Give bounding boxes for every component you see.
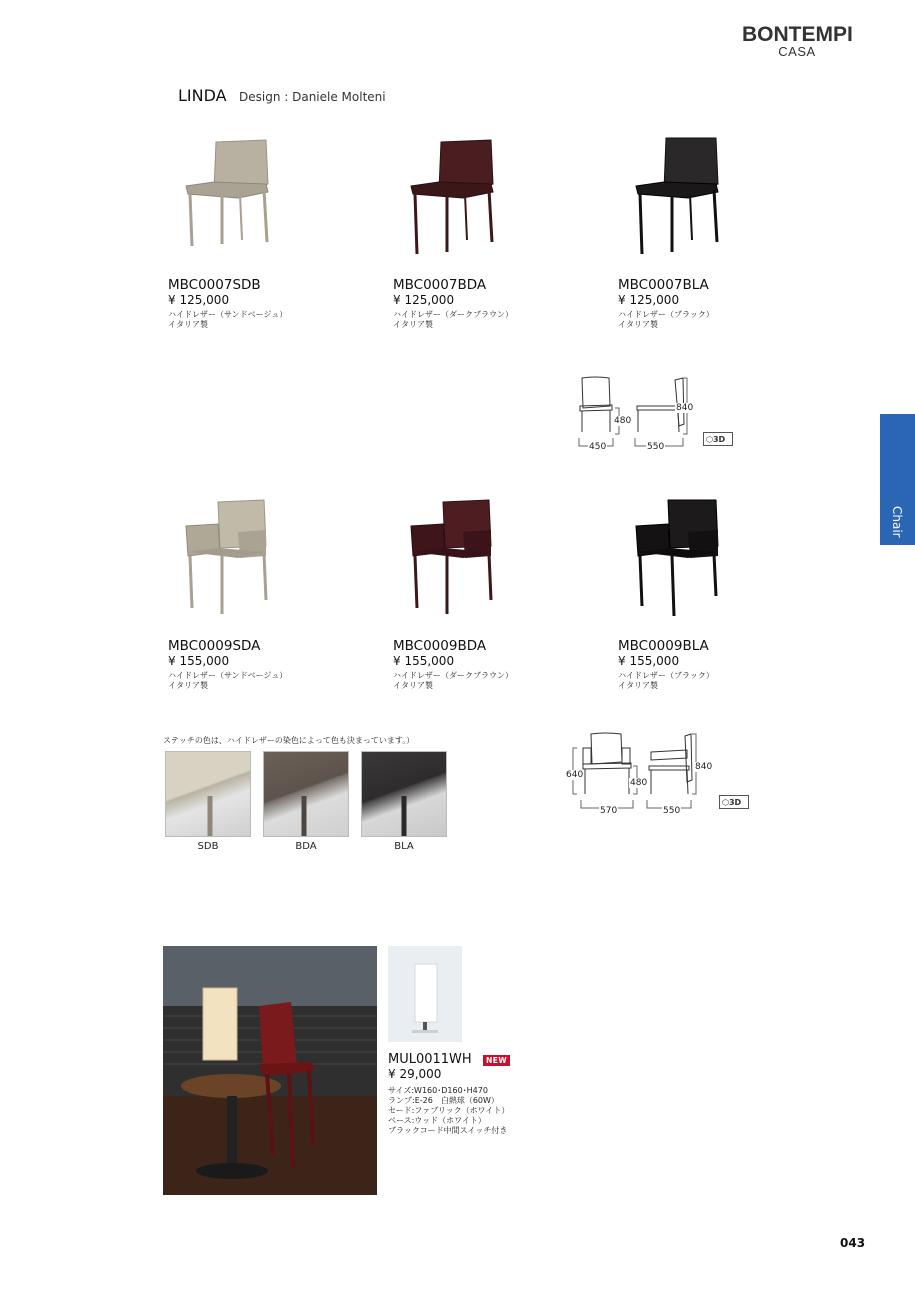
chair-image-bda xyxy=(403,136,503,256)
new-badge: NEW xyxy=(483,1055,510,1066)
product-card-mbc0007bda[interactable] xyxy=(393,278,593,330)
product-code: MBC0009SDA xyxy=(168,638,261,654)
brand-sub: CASA xyxy=(778,44,816,59)
lamp-price: ¥ 29,000 xyxy=(388,1067,442,1081)
product-code: MBC0007SDB xyxy=(168,277,261,293)
product-price: ¥ 155,000 xyxy=(168,654,230,668)
product-card-mbc0007sdb[interactable] xyxy=(168,278,368,330)
lamp-product-photo xyxy=(388,946,462,1042)
product-price: ¥ 125,000 xyxy=(618,293,680,307)
dim-depth: 550 xyxy=(647,442,665,452)
product-code: MBC0009BDA xyxy=(393,638,487,654)
swatch-bla xyxy=(361,751,447,837)
brand-name: BONTEMPI xyxy=(742,23,853,46)
category-tab[interactable] xyxy=(880,414,915,545)
3d-label: 3D xyxy=(712,435,726,444)
product-origin: イタリア製 xyxy=(393,681,433,690)
swatch-label-bda: BDA xyxy=(295,841,317,852)
dimension-diagram-armchair xyxy=(565,728,715,820)
dim-width: 570 xyxy=(600,806,618,816)
cube-icon: ⬡ xyxy=(722,798,729,807)
product-origin: イタリア製 xyxy=(618,681,658,690)
3d-model-button[interactable] xyxy=(703,432,733,446)
chair-image-sdb xyxy=(178,136,278,256)
lamp-spec-cord: ブラックコード中間スイッチ付き xyxy=(388,1126,508,1135)
chair-side-drawing xyxy=(186,140,268,246)
product-code: MBC0009BLA xyxy=(618,638,709,654)
series-title: LINDA xyxy=(178,86,227,105)
lamp-scene-photo xyxy=(163,946,377,1195)
lamp-spec-size: サイズ:W160･D160･H470 xyxy=(388,1086,488,1095)
swatch-label-sdb: SDB xyxy=(197,841,219,852)
swatch-sdb xyxy=(165,751,251,837)
stitch-note: ステッチの色は、ハイドレザーの染色によって色も決まっています。） xyxy=(163,736,415,745)
dim-arm-height: 640 xyxy=(566,770,584,780)
dim-depth: 550 xyxy=(663,806,681,816)
chair-image-bla xyxy=(628,136,728,256)
swatch-bda xyxy=(263,751,349,837)
product-price: ¥ 125,000 xyxy=(393,293,455,307)
product-price: ¥ 155,000 xyxy=(618,654,680,668)
3d-label: 3D xyxy=(728,798,742,807)
lamp-specs xyxy=(388,1086,509,1136)
product-material: ハイドレザー（サンドベージュ） xyxy=(168,671,288,680)
armchair-image-sda xyxy=(178,496,278,620)
product-code: MBC0007BDA xyxy=(393,277,487,293)
page-number: 043 xyxy=(840,1236,866,1250)
dim-seat-height: 480 xyxy=(630,778,648,788)
swatch-label-bla: BLA xyxy=(394,841,414,852)
product-material: ハイドレザー（ブラック） xyxy=(618,671,714,680)
designer-credit: Design : Daniele Molteni xyxy=(239,90,386,104)
product-card-mbc0009sda[interactable] xyxy=(168,639,368,691)
dim-width: 450 xyxy=(589,442,607,452)
product-origin: イタリア製 xyxy=(393,320,433,329)
product-origin: イタリア製 xyxy=(168,681,208,690)
armchair-image-bla xyxy=(628,496,728,620)
cube-icon: ⬡ xyxy=(706,435,713,444)
product-material: ハイドレザー（サンドベージュ） xyxy=(168,310,288,319)
lamp-spec-bulb: ランプ:E-26 白熱球（60W） xyxy=(388,1096,499,1105)
product-price: ¥ 155,000 xyxy=(393,654,455,668)
product-material: ハイドレザー（ダークブラウン） xyxy=(393,671,513,680)
product-code: MBC0007BLA xyxy=(618,277,709,293)
dim-height: 840 xyxy=(676,403,694,413)
dim-seat-height: 480 xyxy=(614,416,632,426)
product-price: ¥ 125,000 xyxy=(168,293,230,307)
brand-logo xyxy=(742,24,852,59)
product-card-mbc0009bla[interactable] xyxy=(618,639,818,691)
dim-height: 840 xyxy=(695,762,713,772)
product-card-mbc0007bla[interactable] xyxy=(618,278,818,330)
armchair-image-bda xyxy=(403,496,503,620)
product-material: ハイドレザー（ブラック） xyxy=(618,310,714,319)
3d-model-button[interactable] xyxy=(719,795,749,809)
product-material: ハイドレザー（ダークブラウン） xyxy=(393,310,513,319)
lamp-code: MUL0011WH xyxy=(388,1052,472,1067)
lamp-spec-base: ベース:ウッド（ホワイト） xyxy=(388,1116,486,1125)
product-origin: イタリア製 xyxy=(168,320,208,329)
category-tab-label: Chair xyxy=(890,506,904,538)
lamp-spec-shade: セード:ファブリック（ホワイト） xyxy=(388,1106,510,1115)
product-card-mbc0009bda[interactable] xyxy=(393,639,593,691)
product-origin: イタリア製 xyxy=(618,320,658,329)
